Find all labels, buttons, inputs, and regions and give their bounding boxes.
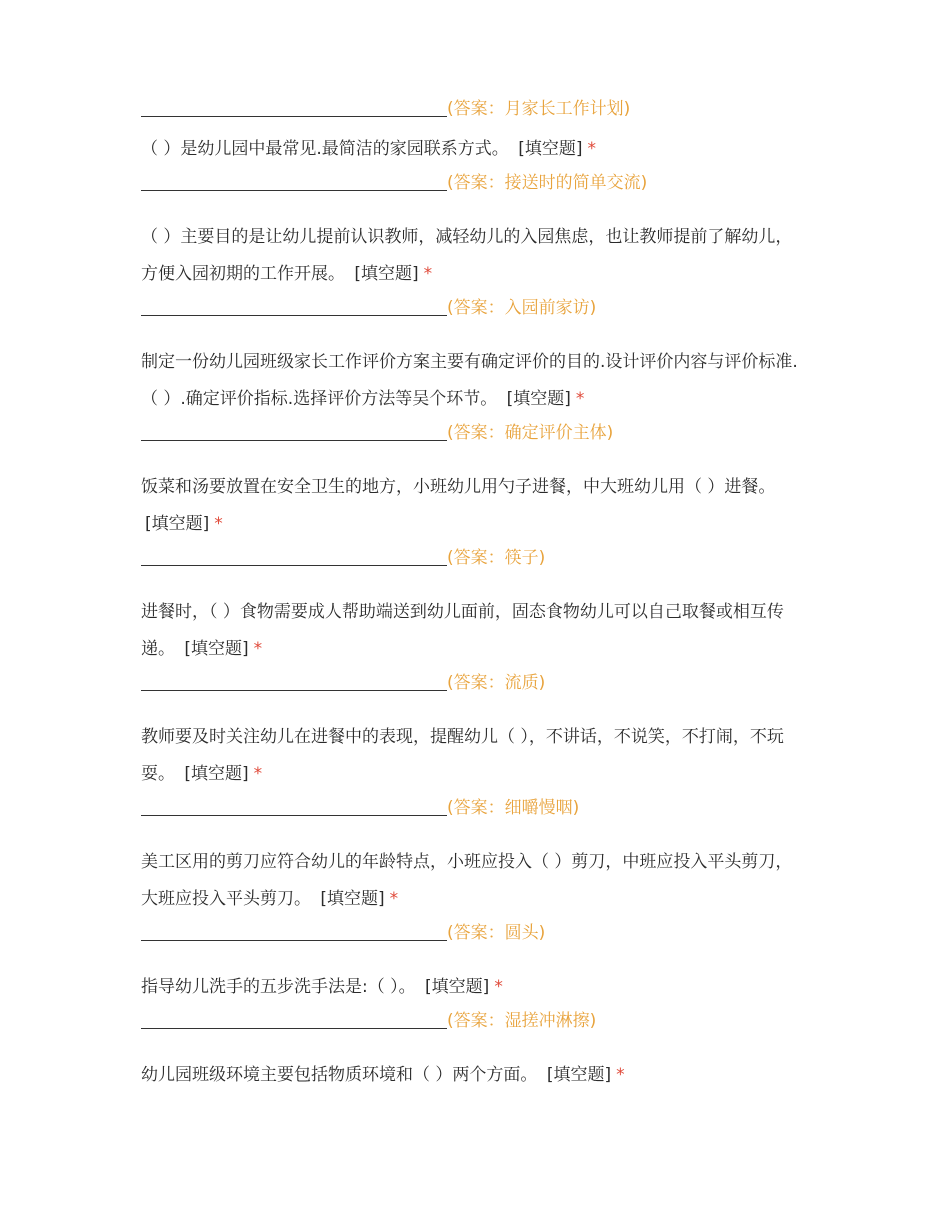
answer-line [141, 793, 801, 821]
answer-line [141, 418, 801, 446]
question-item [141, 594, 801, 668]
question-item [141, 469, 801, 543]
required-mark: * [575, 389, 585, 409]
required-mark: * [616, 1065, 625, 1085]
question-item [141, 719, 801, 793]
question-text: 饭菜和汤要放置在安全卫生的地方，小班幼儿用勺子进餐，中大班幼儿用（ ）进餐。 [141, 477, 776, 497]
question-type-tag: [填空题] [546, 1065, 612, 1085]
answer-text: (答案：入园前家访) [447, 298, 597, 318]
answer-text: (答案：流质) [447, 673, 546, 693]
answer-text: (答案：筷子) [447, 548, 546, 568]
answer-blank[interactable] [141, 795, 447, 816]
question-text: 教师要及时关注幼儿在进餐中的表现，提醒幼儿（ ），不讲话，不说笑，不打闹，不玩耍。 [141, 727, 784, 784]
question-type-tag: [填空题] [354, 264, 419, 284]
quiz-document [141, 94, 801, 1094]
answer-line [141, 1006, 801, 1034]
question-type-tag: [填空题] [184, 639, 249, 659]
answer-blank[interactable] [141, 96, 447, 117]
question-item [141, 969, 801, 1006]
answer-line [141, 168, 801, 196]
question-item [141, 131, 801, 168]
answer-line [141, 293, 801, 321]
question-type-tag: [填空题] [320, 889, 385, 909]
question-text: 幼儿园班级环境主要包括物质环境和（ ）两个方面。 [141, 1065, 538, 1085]
answer-text: (答案：接送时的简单交流) [447, 173, 648, 193]
answer-line [141, 94, 801, 122]
question-text: （ ）主要目的是让幼儿提前认识教师，减轻幼儿的入园焦虑，也让教师提前了解幼儿，方便入园初期的工作开展。 [141, 227, 793, 284]
question-type-tag: [填空题] [506, 389, 571, 409]
answer-line [141, 668, 801, 696]
answer-blank[interactable] [141, 670, 447, 691]
required-mark: * [253, 764, 263, 784]
answer-blank[interactable] [141, 295, 447, 316]
answer-blank[interactable] [141, 170, 447, 191]
question-item [141, 1057, 801, 1094]
required-mark: * [214, 514, 223, 534]
answer-text: (答案：圆头) [447, 923, 546, 943]
answer-line [141, 543, 801, 571]
question-text: 进餐时，（ ）食物需要成人帮助端送到幼儿面前，固态食物幼儿可以自己取餐或相互传递。 [141, 602, 784, 659]
question-text: 制定一份幼儿园班级家长工作评价方案主要有确定评价的目的.设计评价内容与评价标准.（ ）.确定评价指标.选择评价方法等吴个环节。 [141, 352, 798, 409]
required-mark: * [253, 639, 263, 659]
answer-text: (答案：确定评价主体) [447, 423, 614, 443]
required-mark: * [587, 139, 596, 159]
required-mark: * [494, 977, 503, 997]
answer-text: (答案：细嚼慢咽) [447, 798, 580, 818]
question-item [141, 844, 801, 918]
answer-blank[interactable] [141, 920, 447, 941]
question-type-tag: [填空题] [184, 764, 249, 784]
answer-blank[interactable] [141, 545, 447, 566]
question-type-tag: [填空题] [425, 977, 490, 997]
required-mark: * [389, 889, 399, 909]
answer-text: (答案：月家长工作计划) [447, 99, 631, 119]
question-text: （ ）是幼儿园中最常见.最简洁的家园联系方式。 [141, 139, 509, 159]
answer-blank[interactable] [141, 1008, 447, 1029]
question-type-tag: [填空题] [518, 139, 583, 159]
question-text: 美工区用的剪刀应符合幼儿的年龄特点，小班应投入（ ）剪刀，中班应投入平头剪刀，大班应投入平头剪刀。 [141, 852, 793, 909]
question-item [141, 219, 801, 293]
question-item [141, 344, 801, 418]
answer-blank[interactable] [141, 420, 447, 441]
answer-text: (答案：湿搓冲淋擦) [447, 1011, 597, 1031]
answer-line [141, 918, 801, 946]
required-mark: * [423, 264, 433, 284]
question-type-tag: [填空题] [145, 514, 210, 534]
question-text: 指导幼儿洗手的五步洗手法是:（ ）。 [141, 977, 416, 997]
